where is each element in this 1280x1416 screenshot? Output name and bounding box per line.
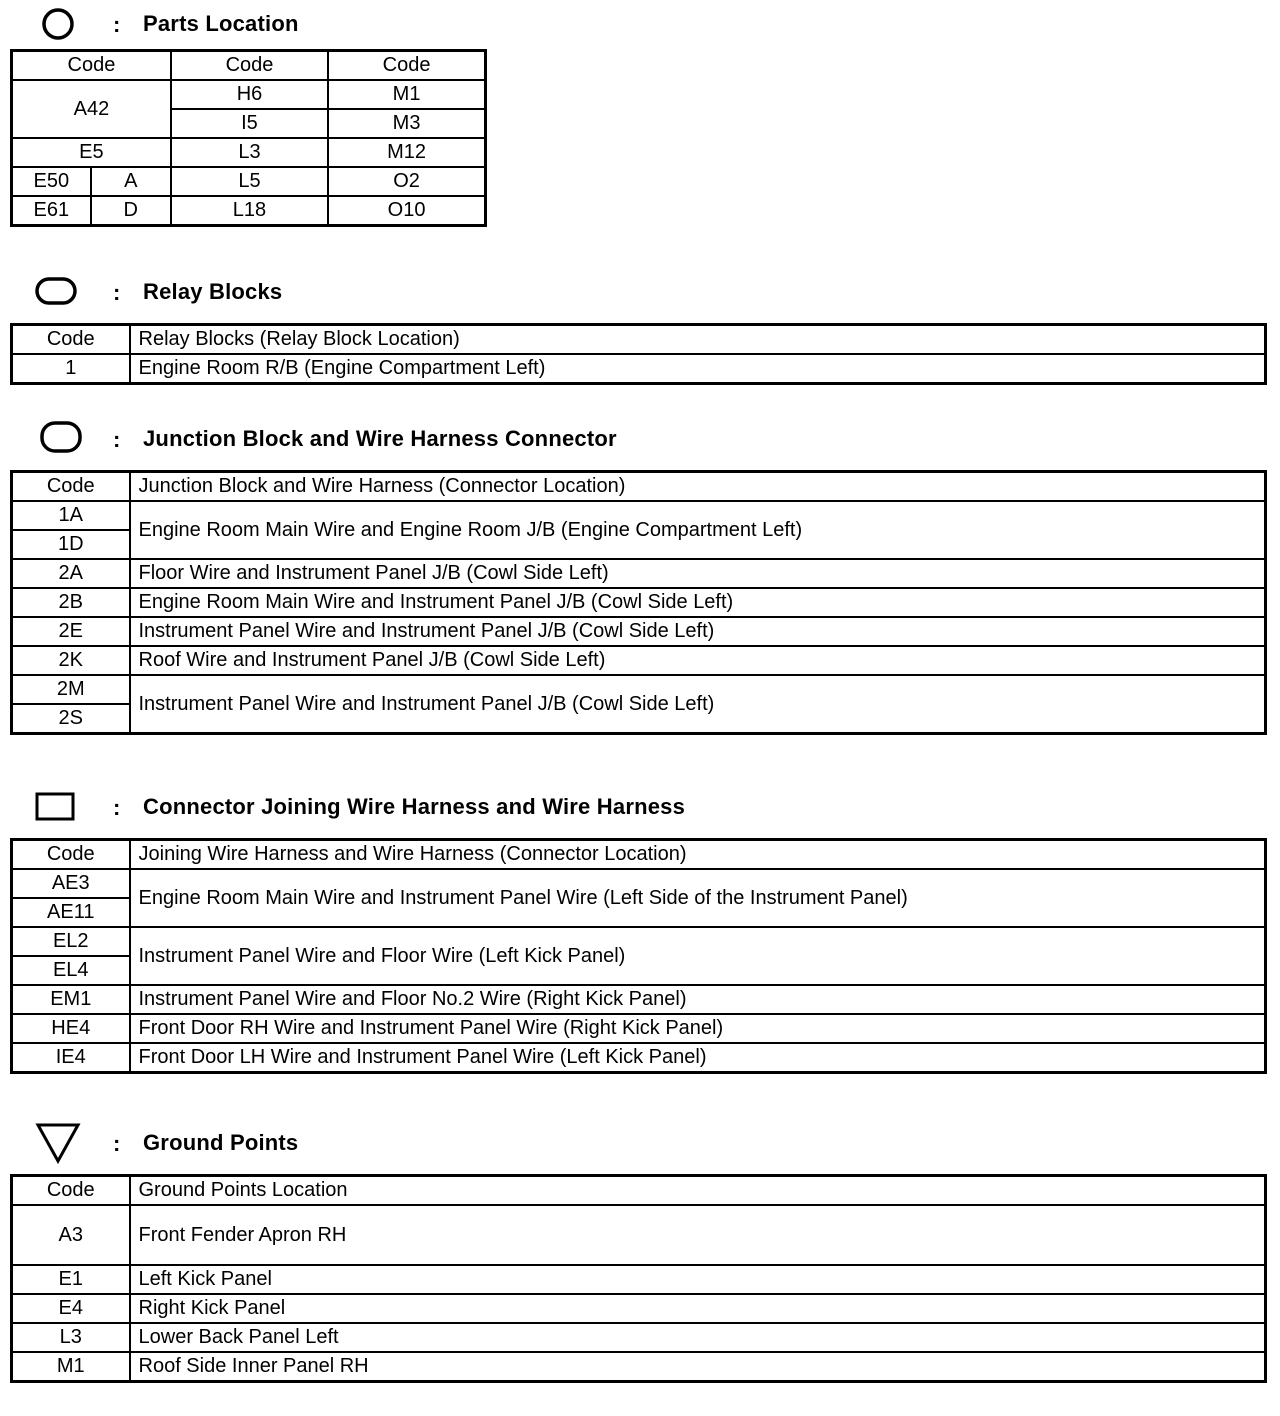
section-colon: : <box>113 12 121 37</box>
description-cell: Instrument Panel Wire and Floor No.2 Wire (Right Kick Panel) <box>130 985 1266 1014</box>
triangle-down-icon <box>34 1121 84 1167</box>
table-row <box>12 1043 1266 1073</box>
section-colon: : <box>113 795 121 820</box>
square-icon <box>34 791 78 823</box>
code-cell: 2M <box>12 675 130 704</box>
parts-location-header <box>0 6 1280 46</box>
code-cell: 2K <box>12 646 130 675</box>
table-row <box>12 927 1266 956</box>
code-cell: 2S <box>12 704 130 734</box>
relay-blocks-header <box>0 272 1280 312</box>
description-cell: Instrument Panel Wire and Instrument Panel J/B (Cowl Side Left) <box>130 675 1266 734</box>
code-cell: L3 <box>12 1323 130 1352</box>
code-cell: E50 <box>12 167 91 196</box>
code-cell: 1A <box>12 501 130 530</box>
code-cell: I5 <box>171 109 328 138</box>
code-cell: M1 <box>12 1352 130 1382</box>
section-title: Connector Joining Wire Harness and Wire Harness <box>143 794 686 819</box>
description-cell: Roof Wire and Instrument Panel J/B (Cowl Side Left) <box>130 646 1266 675</box>
table-row <box>12 1014 1266 1043</box>
description-cell: Engine Room Main Wire and Instrument Panel Wire (Left Side of the Instrument Panel) <box>130 869 1266 927</box>
code-cell: HE4 <box>12 1014 130 1043</box>
description-cell: Floor Wire and Instrument Panel J/B (Cowl Side Left) <box>130 559 1266 588</box>
header-code: Code <box>12 325 130 355</box>
connector-joining-header <box>0 787 1280 827</box>
code-cell: D <box>91 196 171 226</box>
circle-icon <box>40 6 76 42</box>
header-description: Ground Points Location <box>130 1176 1266 1206</box>
code-cell: EL2 <box>12 927 130 956</box>
code-cell: 2B <box>12 588 130 617</box>
junction-block-header <box>0 419 1280 459</box>
header-description: Joining Wire Harness and Wire Harness (Connector Location) <box>130 840 1266 870</box>
table-row <box>12 675 1266 704</box>
code-cell: EL4 <box>12 956 130 985</box>
code-cell: L3 <box>171 138 328 167</box>
table-row <box>12 501 1266 530</box>
ground-points-header <box>0 1121 1280 1161</box>
code-cell: AE3 <box>12 869 130 898</box>
table-row <box>12 1323 1266 1352</box>
code-cell: O10 <box>328 196 485 226</box>
rounded-rect-icon <box>34 276 78 308</box>
table-row <box>12 588 1266 617</box>
ground-points-table <box>10 1174 1267 1383</box>
header-code: Code <box>12 1176 130 1206</box>
table-row <box>12 1294 1266 1323</box>
code-cell: M1 <box>328 80 485 109</box>
section-title: Junction Block and Wire Harness Connector <box>143 426 617 451</box>
parts-location-table <box>10 49 487 227</box>
table-row <box>12 1352 1266 1382</box>
code-cell: A <box>91 167 171 196</box>
code-cell: E1 <box>12 1265 130 1294</box>
table-row <box>12 985 1266 1014</box>
code-cell: E4 <box>12 1294 130 1323</box>
table-row <box>12 869 1266 898</box>
description-cell: Engine Room R/B (Engine Compartment Left) <box>130 354 1266 384</box>
header-description: Relay Blocks (Relay Block Location) <box>130 325 1266 355</box>
description-cell: Left Kick Panel <box>130 1265 1266 1294</box>
description-cell: Instrument Panel Wire and Instrument Panel J/B (Cowl Side Left) <box>130 617 1266 646</box>
code-cell: 2E <box>12 617 130 646</box>
table-row <box>12 1265 1266 1294</box>
code-cell: EM1 <box>12 985 130 1014</box>
code-cell: L5 <box>171 167 328 196</box>
code-cell: E5 <box>12 138 171 167</box>
code-cell: A3 <box>12 1205 130 1265</box>
header-code: Code <box>12 840 130 870</box>
code-cell: L18 <box>171 196 328 226</box>
code-cell: A42 <box>12 80 171 138</box>
code-cell: 1D <box>12 530 130 559</box>
section-colon: : <box>113 427 121 452</box>
description-cell: Front Fender Apron RH <box>130 1205 1266 1265</box>
code-cell: E61 <box>12 196 91 226</box>
code-cell: M12 <box>328 138 485 167</box>
header-code: Code <box>12 472 130 502</box>
rounded-square-icon <box>39 420 85 456</box>
code-cell: O2 <box>328 167 485 196</box>
junction-block-table <box>10 470 1267 735</box>
code-cell: H6 <box>171 80 328 109</box>
header-code: Code <box>171 51 328 81</box>
description-cell: Right Kick Panel <box>130 1294 1266 1323</box>
table-row <box>12 617 1266 646</box>
header-code: Code <box>328 51 485 81</box>
description-cell: Engine Room Main Wire and Instrument Panel J/B (Cowl Side Left) <box>130 588 1266 617</box>
code-cell: IE4 <box>12 1043 130 1073</box>
connector-joining-table <box>10 838 1267 1074</box>
description-cell: Instrument Panel Wire and Floor Wire (Left Kick Panel) <box>130 927 1266 985</box>
section-title: Parts Location <box>143 11 299 36</box>
section-title: Relay Blocks <box>143 279 283 304</box>
description-cell: Front Door RH Wire and Instrument Panel Wire (Right Kick Panel) <box>130 1014 1266 1043</box>
header-description: Junction Block and Wire Harness (Connector Location) <box>130 472 1266 502</box>
table-row <box>12 646 1266 675</box>
code-cell: 2A <box>12 559 130 588</box>
description-cell: Front Door LH Wire and Instrument Panel Wire (Left Kick Panel) <box>130 1043 1266 1073</box>
code-cell: AE11 <box>12 898 130 927</box>
header-code: Code <box>12 51 171 81</box>
code-cell: M3 <box>328 109 485 138</box>
section-colon: : <box>113 1131 121 1156</box>
relay-blocks-table <box>10 323 1267 385</box>
table-row <box>12 1205 1266 1265</box>
section-title: Ground Points <box>143 1130 299 1155</box>
description-cell: Lower Back Panel Left <box>130 1323 1266 1352</box>
code-cell: 1 <box>12 354 130 384</box>
section-colon: : <box>113 280 121 305</box>
description-cell: Roof Side Inner Panel RH <box>130 1352 1266 1382</box>
table-row <box>12 559 1266 588</box>
description-cell: Engine Room Main Wire and Engine Room J/B (Engine Compartment Left) <box>130 501 1266 559</box>
